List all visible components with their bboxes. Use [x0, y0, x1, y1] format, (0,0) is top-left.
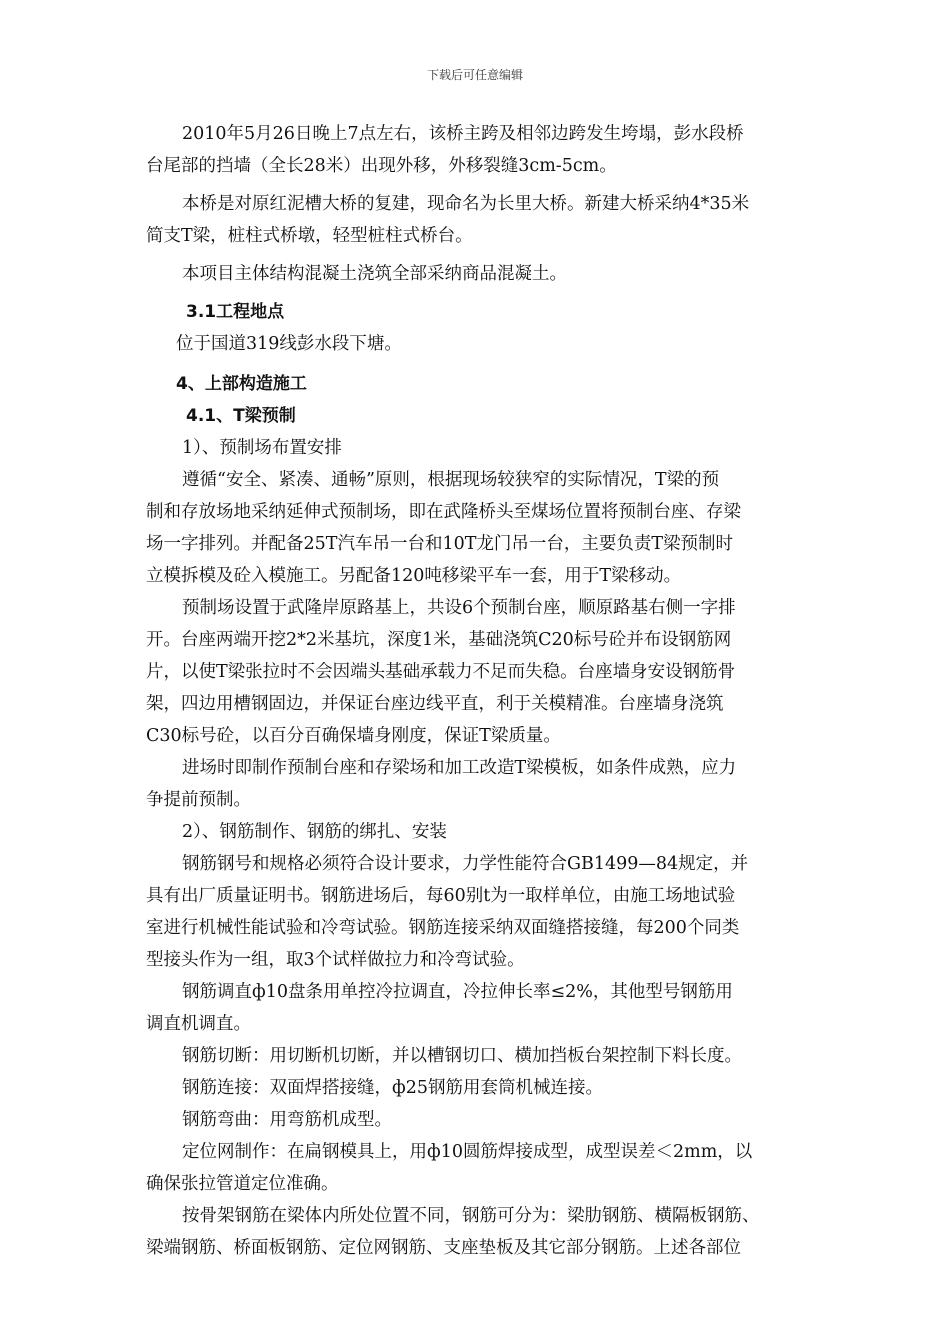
paragraph-bridge-rebuild — [146, 188, 812, 252]
paragraph-rebar-straighten — [146, 976, 812, 1040]
text-line: 台尾部的挡墙（全长28米）出现外移，外移裂缝3cm-5cm。 — [146, 156, 617, 176]
paragraph-rebar-cut — [146, 1040, 812, 1072]
paragraph-concrete — [146, 258, 812, 290]
text-line: 室进行机械性能试验和冷弯试验。钢筋连接采纳双面缝搭接缝，每200个同类 — [146, 918, 740, 938]
paragraph-prefab-yard — [146, 464, 812, 592]
text-line: 架，四边用槽钢固边，并保证台座边线平直，利于关模精准。台座墙身浇筑 — [146, 694, 724, 714]
paragraph-collapse-description — [146, 118, 812, 182]
section-heading-4-1: 4.1、T梁预制 — [186, 406, 296, 426]
subheading-1 — [146, 432, 812, 464]
section-heading-3-1: 3.1工程地点 — [186, 302, 285, 322]
text-line: 位于国道319线彭水段下塘。 — [176, 334, 402, 354]
paragraph-rebar-connect — [146, 1072, 812, 1104]
paragraph-positioning-net — [146, 1136, 812, 1200]
text-line: C30标号砼，以百分百确保墙身刚度，保证T梁质量。 — [146, 726, 561, 746]
text-line: 开。台座两端开挖2*2米基坑，深度1米，基础浇筑C20标号砼并布设钢筋网 — [146, 630, 732, 650]
paragraph-rebar-spec — [146, 848, 812, 976]
text-line: 简支T梁，桩柱式桥墩，轻型桩柱式桥台。 — [146, 226, 473, 246]
text-line: 片，以使T梁张拉时不会因端头基础承载力不足而失稳。台座墙身安设钢筋骨 — [146, 662, 736, 682]
text-line: 遵循“安全、紧凑、通畅”原则，根据现场较狭窄的实际情况，T梁的预 — [182, 470, 720, 490]
text-line: 钢筋弯曲：用弯筋机成型。 — [182, 1110, 392, 1130]
text-line: 2010年5月26日晚上7点左右，该桥主跨及相邻边跨发生垮塌，彭水段桥 — [182, 124, 744, 144]
text-line: 1）、预制场布置安排 — [182, 438, 342, 458]
text-line: 调直机调直。 — [146, 1014, 251, 1034]
text-line: 具有出厂质量证明书。钢筋进场后，每60别t为一取样单位，由施工场地试验 — [146, 886, 736, 906]
paragraph-location — [146, 328, 812, 360]
section-heading-4: 4、上部构造施工 — [176, 374, 307, 394]
text-line: 型接头作为一组，取3个试样做拉力和冷弯试验。 — [146, 950, 525, 970]
paragraph-pedestals — [146, 592, 812, 752]
paragraph-early-prefab — [146, 752, 812, 816]
paragraph-rebar-bend — [146, 1104, 812, 1136]
text-line: 预制场设置于武隆岸原路基上，共设6个预制台座，顺原路基右侧一字排 — [182, 598, 736, 618]
text-line: 本项目主体结构混凝土浇筑全部采纳商品混凝土。 — [182, 264, 567, 284]
text-line: 钢筋切断：用切断机切断，并以槽钢切口、横加挡板台架控制下料长度。 — [182, 1046, 742, 1066]
text-line: 制和存放场地采纳延伸式预制场，即在武隆桥头至煤场位置将预制台座、存梁 — [146, 502, 741, 522]
text-line: 立模拆模及砼入模施工。另配备120吨移梁平车一套，用于T梁移动。 — [146, 566, 682, 586]
text-line: 进场时即制作预制台座和存梁场和加工改造T梁模板，如条件成熟，应力 — [182, 758, 737, 778]
text-line: 钢筋连接：双面焊搭接缝，ф25钢筋用套筒机械连接。 — [182, 1078, 603, 1098]
text-line: 按骨架钢筋在梁体内所处位置不同，钢筋可分为：梁肋钢筋、横隔板钢筋、 — [182, 1206, 760, 1226]
page-header: 下载后可任意编辑 — [426, 68, 523, 82]
text-line: 钢筋钢号和规格必须符合设计要求，力学性能符合GB1499—84规定，并 — [182, 854, 749, 874]
paragraph-rebar-categories — [146, 1200, 812, 1264]
text-line: 本桥是对原红泥槽大桥的复建，现命名为长里大桥。新建大桥采纳4*35米 — [182, 194, 750, 214]
text-line: 梁端钢筋、桥面板钢筋、定位网钢筋、支座垫板及其它部分钢筋。上述各部位 — [146, 1238, 741, 1258]
text-line: 定位网制作：在扁钢模具上，用ф10圆筋焊接成型，成型误差＜2mm，以 — [182, 1142, 753, 1162]
text-line: 争提前预制。 — [146, 790, 251, 810]
text-line: 2）、钢筋制作、钢筋的绑扎、安装 — [182, 822, 447, 842]
subheading-2 — [146, 816, 812, 848]
text-line: 场一字排列。并配备25T汽车吊一台和10T龙门吊一台，主要负责T梁预制时 — [146, 534, 734, 554]
document-body — [146, 118, 812, 1264]
text-line: 确保张拉管道定位准确。 — [146, 1174, 339, 1194]
text-line: 钢筋调直ф10盘条用单控冷拉调直，冷拉伸长率≤2%，其他型号钢筋用 — [182, 982, 733, 1002]
